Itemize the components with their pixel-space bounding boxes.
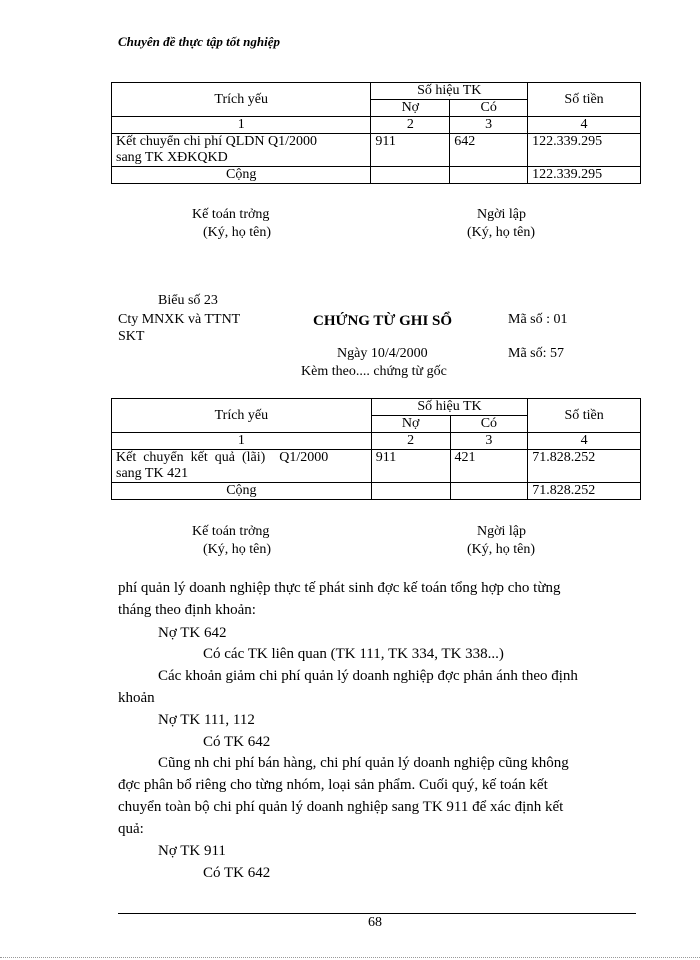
total-amount: 71.828.252 xyxy=(528,483,641,500)
body-line: Nợ TK 911 xyxy=(158,843,226,859)
signature-left-title: Kế toán trởng xyxy=(192,524,270,539)
body-line: chuyển toàn bộ chi phí quản lý doanh nghiệp sang TK 911 để xác định kết xyxy=(118,799,564,815)
signature-left-title: Kế toán trởng xyxy=(192,207,270,222)
body-line: Nợ TK 111, 112 xyxy=(158,712,255,728)
signature-left-sub: (Ký, họ tên) xyxy=(203,225,272,240)
attachment-note: Kèm theo.... chứng từ gốc xyxy=(301,364,447,379)
signature-left-sub: (Ký, họ tên) xyxy=(203,542,272,557)
voucher-title: CHỨNG TỪ GHI SỔ xyxy=(313,313,453,329)
col-header-so-hieu: Số hiệu TK xyxy=(371,399,527,416)
body-line: Nợ TK 642 xyxy=(158,625,227,641)
col-header-so-tien: Số tiền xyxy=(528,83,641,117)
signature-right-sub: (Ký, họ tên) xyxy=(467,225,536,240)
row-debit-account: 911 xyxy=(371,450,450,483)
total-amount: 122.339.295 xyxy=(528,167,641,184)
table-total-row xyxy=(112,167,641,184)
body-line: Cũng nh chi phí bán hàng, chi phí quản lý doanh nghiệp cũng không xyxy=(158,755,569,771)
total-label: Cộng xyxy=(112,483,372,500)
body-line: đợc phân bổ riêng cho từng nhóm, loại sản phẩm. Cuối quý, kế toán kết xyxy=(118,777,548,793)
row-amount: 71.828.252 xyxy=(528,450,641,483)
col-header-so-hieu: Số hiệu TK xyxy=(371,83,528,100)
signature-right-title: Ngời lập xyxy=(477,524,527,539)
bieu-so: Biểu số 23 xyxy=(158,293,218,308)
ledger-table-2 xyxy=(111,398,641,500)
body-line: Có TK 642 xyxy=(203,865,271,881)
body-line: khoản xyxy=(118,690,155,706)
table-row xyxy=(112,134,641,167)
body-line: quả: xyxy=(118,821,144,837)
row-amount: 122.339.295 xyxy=(528,134,641,167)
page-edge-divider xyxy=(0,957,700,958)
running-header: Chuyên đề thực tập tốt nghiệp xyxy=(118,34,280,49)
footer-rule xyxy=(118,913,636,914)
body-line: Có TK 642 xyxy=(203,734,271,750)
body-line: Các khoản giảm chi phí quản lý doanh nghiệp đợc phản ánh theo định xyxy=(158,668,578,684)
ma-so: Mã số : 01 xyxy=(508,312,568,327)
page-number: 68 xyxy=(368,915,382,930)
table-row xyxy=(112,450,641,483)
col-header-co: Có xyxy=(450,416,528,433)
total-label: Cộng xyxy=(112,167,371,184)
signature-right-title: Ngời lập xyxy=(477,207,527,222)
col-header-no: Nợ xyxy=(371,100,450,117)
col-header-so-tien: Số tiền xyxy=(528,399,641,433)
row-description: Kết chuyển kết quả (lãi) Q1/2000 sang TK 421 xyxy=(112,450,372,483)
voucher-date: Ngày 10/4/2000 xyxy=(337,346,428,361)
company-name-line1: Cty MNXK và TTNT xyxy=(118,312,241,327)
row-description: Kết chuyển chi phí QLDN Q1/2000 sang TK XĐKQKD xyxy=(112,134,371,167)
body-line: phí quản lý doanh nghiệp thực tế phát sinh đợc kế toán tổng hợp cho từng xyxy=(118,580,561,596)
col-header-trich-yeu: Trích yếu xyxy=(112,399,372,433)
table-total-row xyxy=(112,483,641,500)
table-index-row: 1 2 3 4 xyxy=(112,433,641,450)
row-credit-account: 642 xyxy=(450,134,528,167)
col-header-co: Có xyxy=(450,100,528,117)
body-line: tháng theo định khoản: xyxy=(118,602,256,618)
body-line: Có các TK liên quan (TK 111, TK 334, TK 338...) xyxy=(203,646,504,662)
col-header-no: Nợ xyxy=(371,416,450,433)
table-index-row: 1 2 3 4 xyxy=(112,117,641,134)
signature-right-sub: (Ký, họ tên) xyxy=(467,542,536,557)
row-debit-account: 911 xyxy=(371,134,450,167)
row-credit-account: 421 xyxy=(450,450,528,483)
col-header-trich-yeu: Trích yếu xyxy=(112,83,371,117)
company-name-line2: SKT xyxy=(118,329,145,344)
ma-so-2: Mã số: 57 xyxy=(508,346,564,361)
ledger-table-1 xyxy=(111,82,641,184)
